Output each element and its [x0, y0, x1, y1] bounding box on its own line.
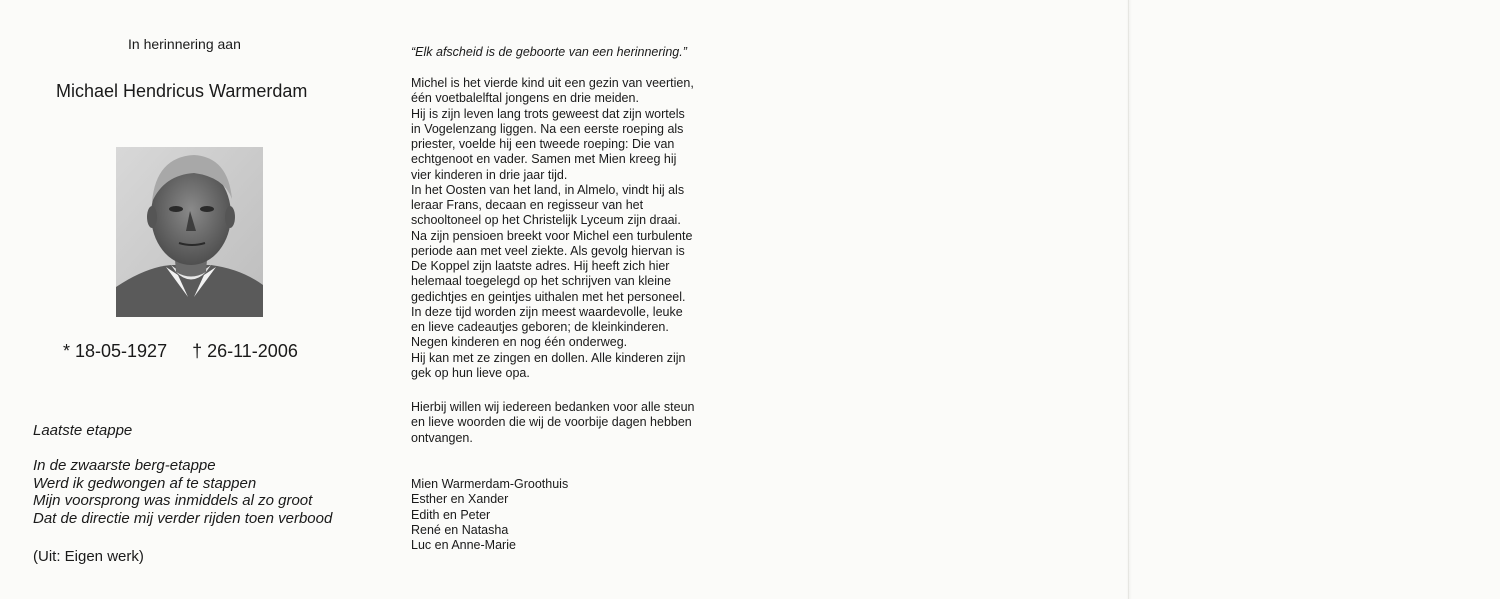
- signer: Mien Warmerdam-Groothuis: [411, 477, 569, 491]
- bio-line: De Koppel zijn laatste adres. Hij heeft zich hier: [411, 259, 670, 273]
- poem-source: (Uit: Eigen werk): [33, 548, 144, 565]
- poem-title: Laatste etappe: [33, 422, 133, 439]
- signer: Esther en Xander: [411, 492, 509, 507]
- bio-line: In het Oosten van het land, in Almelo, vindt hij als: [411, 182, 685, 197]
- poem-line: Dat de directie mij verder rijden toen verbood: [33, 509, 333, 527]
- fold-line: [1128, 0, 1129, 599]
- bio-line: helemaal toegelegd op het schrijven van kleine: [411, 274, 671, 289]
- bio-line: Hij is zijn leven lang trots geweest dat zijn wortels: [411, 106, 685, 121]
- poem: [33, 457, 332, 527]
- signers-list: [411, 477, 568, 553]
- biography-text: [411, 76, 694, 381]
- portrait-photo: [116, 147, 263, 317]
- bio-line: Hij kan met ze zingen en dollen. Alle kinderen zijn: [411, 350, 686, 365]
- thanks-line: Hierbij willen wij iedereen bedanken voor alle steun: [411, 400, 695, 414]
- bio-line: één voetbalelftal jongens en drie meiden.: [411, 91, 639, 106]
- poem-line: In de zwaarste berg-etappe: [33, 457, 216, 474]
- thanks-text: [411, 400, 695, 446]
- deceased-name: Michael Hendricus Warmerdam: [56, 81, 308, 101]
- thanks-line: ontvangen.: [411, 430, 473, 445]
- signer: Edith en Peter: [411, 507, 491, 522]
- thanks-line: en lieve woorden die wij de voorbije dagen hebben: [411, 415, 692, 430]
- quote: “Elk afscheid is de geboorte van een herinnering.”: [411, 45, 687, 59]
- bio-line: Na zijn pensioen breekt voor Michel een turbulente: [411, 228, 693, 243]
- fold-shadow: [1126, 0, 1132, 599]
- poem-line: Mijn voorsprong was inmiddels al zo groot: [33, 492, 313, 509]
- bio-line: vier kinderen in drie jaar tijd.: [411, 167, 568, 182]
- bio-line: schooltoneel op het Christelijk Lyceum zijn draai.: [411, 213, 681, 228]
- bio-line: leraar Frans, decaan en regisseur van het: [411, 198, 644, 212]
- bio-line: gek op hun lieve opa.: [411, 365, 530, 380]
- signer: René en Natasha: [411, 522, 509, 537]
- bio-line: Negen kinderen en nog één onderweg.: [411, 335, 628, 350]
- bio-line: Michel is het vierde kind uit een gezin van veertien,: [411, 76, 694, 90]
- intro-text: In herinnering aan: [128, 36, 241, 52]
- bio-line: periode aan met veel ziekte. Als gevolg hiervan is: [411, 243, 685, 258]
- bio-line: echtgenoot en vader. Samen met Mien kreeg hij: [411, 152, 677, 167]
- bio-line: en lieve cadeautjes geboren; de kleinkinderen.: [411, 320, 669, 334]
- life-dates: * 18-05-1927 † 26-11-2006: [63, 341, 298, 361]
- bio-line: priester, voelde hij een tweede roeping: Die van: [411, 137, 675, 151]
- signer: Luc en Anne-Marie: [411, 538, 516, 552]
- bio-line: In deze tijd worden zijn meest waardevolle, leuke: [411, 304, 683, 319]
- bio-line: gedichtjes en geintjes uithalen met het personeel.: [411, 289, 686, 304]
- poem-line: Werd ik gedwongen af te stappen: [33, 474, 257, 492]
- bio-line: in Vogelenzang liggen. Na een eerste roeping als: [411, 121, 684, 136]
